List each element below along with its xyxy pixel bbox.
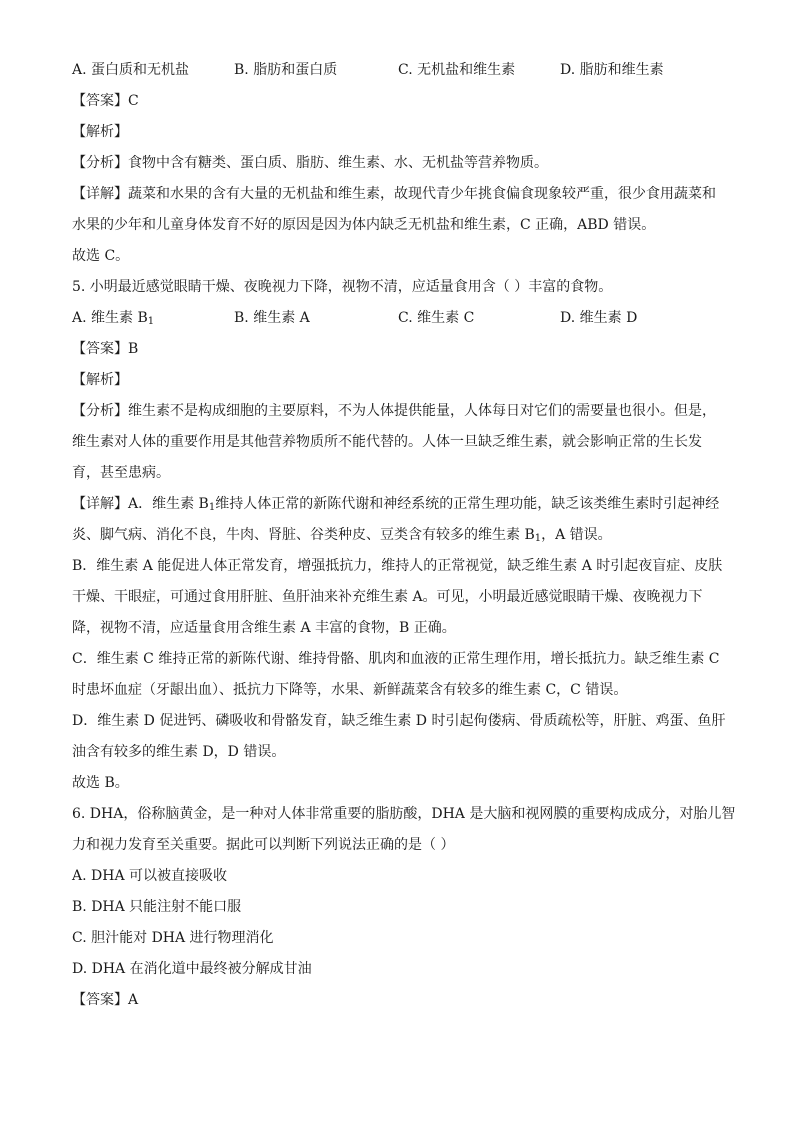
answer-value: A (128, 992, 139, 1008)
q5-options (72, 308, 722, 339)
q5-xiangjie-b-line-3: 降，视物不清，应适量食用含维生素 A 丰富的食物，B 正确。 (72, 620, 456, 636)
q4-xiangjie-line-2: 水果的少年和儿童身体发育不好的原因是因为体内缺乏无机盐和维生素，C 正确，ABD 错误。 (72, 217, 656, 233)
q5-answer (72, 339, 722, 370)
q5-xiangjie-d-line-2: 油含有较多的维生素 D，D 错误。 (72, 744, 286, 760)
q6-stem-line-1: 6. DHA，俗称脑黄金，是一种对人体非常重要的脂肪酸，DHA 是大脑和视网膜的重要构成成分，对胎儿智 (72, 806, 736, 822)
q5-xiangjie-b-line-2: 干燥、干眼症，可通过食用肝脏、鱼肝油来补充维生素 A。可见，小明最近感觉眼睛干燥、夜晚视力下 (72, 589, 703, 605)
q6-option-b: B. DHA 只能注射不能口服 (72, 899, 242, 915)
q4-fenxi: 【分析】食物中含有糖类、蛋白质、脂肪、维生素、水、无机盐等营养物质。 (72, 155, 548, 171)
q5-conclusion: 故选 B。 (72, 775, 129, 791)
q6-option-c: C. 胆汁能对 DHA 进行物理消化 (72, 930, 274, 946)
q6-stem-line-2: 力和视力发育至关重要。据此可以判断下列说法正确的是（ ） (72, 837, 455, 853)
q5-xiangjie-b-line-1: B．维生素 A 能促进人体正常发育，增强抵抗力，维持人的正常视觉，缺乏维生素 A 时引起夜盲症、皮肤 (72, 558, 723, 574)
q4-conclusion: 故选 C。 (72, 248, 130, 264)
q4-option-a: A. 蛋白质和无机盐 (72, 62, 190, 78)
q4-options (72, 60, 722, 91)
q5-fenxi-line-3: 育，甚至患病。 (72, 465, 170, 481)
answer-tag: 【答案】 (72, 93, 128, 109)
q5-xiangjie-c-line-2: 时患坏血症（牙龈出血）、抵抗力下降等，水果、新鲜蔬菜含有较多的维生素 C，C 错误。 (72, 682, 628, 698)
q4-answer (72, 91, 722, 122)
q6-option-d: D. DHA 在消化道中最终被分解成甘油 (72, 961, 312, 977)
q5-option-d: D. 维生素 D (560, 310, 638, 326)
q5-fenxi-line-1: 【分析】维生素不是构成细胞的主要原料，不为人体提供能量，人体每日对它们的需要量也很小。但是， (72, 403, 716, 419)
q5-xiangjie-d-line-1: D．维生素 D 促进钙、磷吸收和骨骼发育，缺乏维生素 D 时引起佝偻病、骨质疏松等，肝脏、鸡蛋、鱼肝 (72, 713, 726, 729)
answer-tag: 【答案】 (72, 341, 128, 357)
q5-option-b: B. 维生素 A (234, 310, 310, 326)
q4-option-d: D. 脂肪和维生素 (560, 62, 664, 78)
q5-option-c: C. 维生素 C (398, 310, 475, 326)
q5-option-a: A. 维生素 $B_1$ (72, 310, 155, 327)
q4-analysis-heading: 【解析】 (72, 124, 128, 140)
q6-option-a: A. DHA 可以被直接吸收 (72, 868, 228, 884)
q4-xiangjie-line-1: 【详解】蔬菜和水果的含有大量的无机盐和维生素，故现代青少年挑食偏食现象较严重，很少食用蔬菜和 (72, 186, 716, 202)
q5-xiangjie-c-line-1: C．维生素 C 维持正常的新陈代谢、维持骨骼、肌肉和血液的正常生理作用，增长抵抗力。缺乏维生素 C (72, 651, 720, 667)
document-page (72, 60, 736, 1021)
q5-xiangjie-a-line-1: 【详解】A．维生素 $B_1$维持人体正常的新陈代谢和神经系统的正常生理功能，缺乏该类维生素时引起神经 (72, 496, 720, 513)
q6-answer (72, 990, 722, 1021)
q4-option-c: C. 无机盐和维生素 (398, 62, 516, 78)
q5-stem: 5. 小明最近感觉眼睛干燥、夜晚视力下降，视物不清，应适量食用含（ ）丰富的食物。 (72, 279, 613, 295)
q5-xiangjie-a-line-2: 炎、脚气病、消化不良，牛肉、肾脏、谷类种皮、豆类含有较多的维生素 $B_1$，A 错误。 (72, 527, 612, 544)
answer-tag: 【答案】 (72, 992, 128, 1008)
answer-value: B (128, 341, 139, 357)
q5-analysis-heading: 【解析】 (72, 372, 128, 388)
answer-value: C (128, 93, 139, 109)
q5-fenxi-line-2: 维生素对人体的重要作用是其他营养物质所不能代替的。人体一旦缺乏维生素，就会影响正常的生长发 (72, 434, 702, 450)
q4-option-b: B. 脂肪和蛋白质 (234, 62, 338, 78)
